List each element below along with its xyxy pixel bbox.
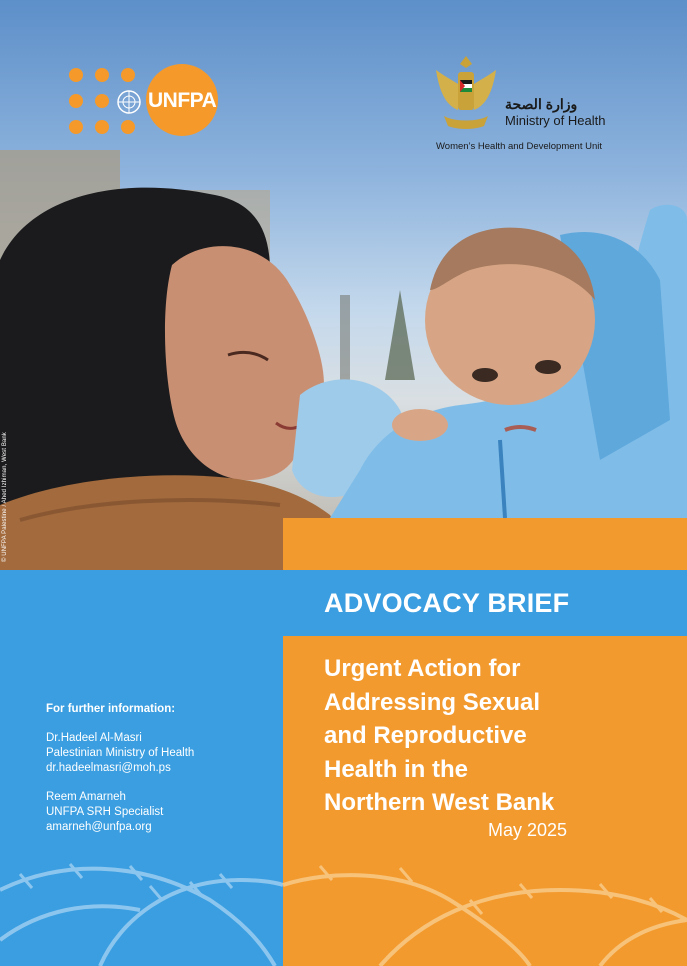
contact-role: Palestinian Ministry of Health xyxy=(46,747,195,759)
headline-line: Addressing Sexual xyxy=(324,688,541,716)
headline-line: Health in the xyxy=(324,755,469,783)
ministry-unit-name: Women’s Health and Development Unit xyxy=(436,141,602,152)
barbed-wire-decoration xyxy=(0,860,687,966)
contact-email[interactable]: amarneh@unfpa.org xyxy=(46,821,152,833)
headline-line: Urgent Action for xyxy=(324,655,521,682)
brief-headline xyxy=(324,652,624,820)
photo-credit: © UNFPA Palestine / Ahed Izhiman, West Bank xyxy=(2,432,8,562)
contact-block xyxy=(46,790,194,835)
unfpa-logo xyxy=(66,64,222,138)
contact-heading: For further information: xyxy=(46,703,176,715)
contact-info xyxy=(46,702,194,849)
unfpa-wordmark: UNFPA xyxy=(148,89,217,112)
contact-email[interactable]: dr.hadeelmasri@moh.ps xyxy=(46,762,171,774)
contact-role: UNFPA SRH Specialist xyxy=(46,806,164,818)
publication-date: May 2025 xyxy=(488,820,568,840)
orange-accent-strip xyxy=(283,518,687,570)
headline-line: Northern West Bank xyxy=(324,789,555,816)
contact-name: Reem Amarneh xyxy=(46,791,126,803)
palestinian-eagle-emblem-icon xyxy=(434,50,498,134)
advocacy-brief-label: ADVOCACY BRIEF xyxy=(324,588,570,618)
contact-block xyxy=(46,731,194,776)
contact-name: Dr.Hadeel Al-Masri xyxy=(46,732,142,744)
headline-line: and Reproductive xyxy=(324,722,527,749)
ministry-arabic-name: وزارة الصحة xyxy=(505,96,578,112)
un-emblem-icon xyxy=(117,90,141,114)
ministry-english-name: Ministry of Health xyxy=(505,113,606,128)
